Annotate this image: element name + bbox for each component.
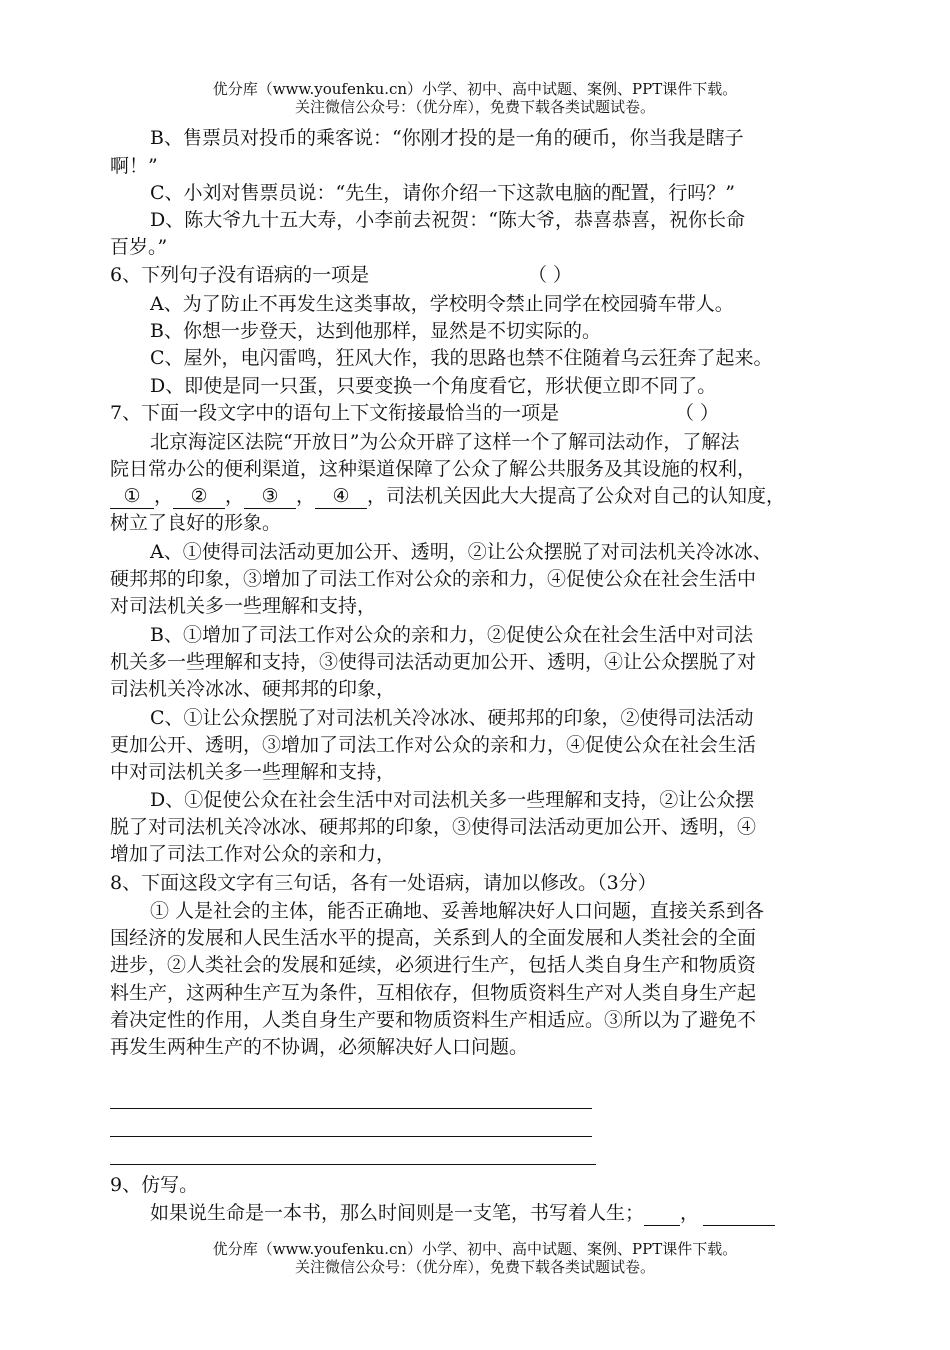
q7-option-c-line3: 中对司法机关多一些理解和支持，	[110, 761, 396, 783]
q8-passage-line4: 料生产，这两种生产互为条件，互相依存，但物质资料生产对人类自身生产起	[110, 982, 757, 1004]
q8-answer-line-2	[110, 1136, 592, 1137]
q7-passage-line3: ① ， ② ， ③ ， ④ ，司法机关因此大大提高了公众对自己的认知度，	[110, 484, 785, 509]
q7-option-b-line1: B、①增加了司法工作对公众的亲和力，②促使公众在社会生活中对司法	[150, 624, 753, 646]
q6-option-d: D、即使是同一只蛋，只要变换一个角度看它，形状便立即不同了。	[150, 375, 717, 397]
q5-option-b-line2: 啊！”	[110, 155, 158, 177]
q6-option-a: A、为了防止不再发生这类事故，学校明令禁止同学在校园骑车带人。	[150, 293, 734, 315]
q6-answer-paren: （ ）	[528, 264, 573, 286]
q6-option-c: C、屋外，电闪雷鸣，狂风大作，我的思路也禁不住随着乌云狂奔了起来。	[150, 347, 773, 369]
q7-blank-1: ①	[110, 484, 154, 509]
q7-blank-4: ④	[315, 484, 367, 509]
q5-option-b-line1: B、售票员对投币的乘客说：“你刚才投的是一角的硬币，你当我是瞎子	[150, 127, 744, 149]
q7-passage-line4: 树立了良好的形象。	[110, 512, 282, 534]
q9-prompt-text: 如果说生命是一本书，那么时间则是一支笔，书写着人生；	[150, 1202, 645, 1224]
page-header	[0, 80, 950, 116]
q8-passage-line5: 着决定性的作用，人类自身生产要和物质资料生产相适应。③所以为了避免不	[110, 1009, 757, 1031]
q7-answer-paren: （ ）	[675, 402, 720, 424]
q7-option-c-line2: 更加公开、透明，③增加了司法工作对公众的亲和力，④促使公众在社会生活	[110, 734, 757, 756]
page-footer	[0, 1240, 950, 1276]
q6-option-b: B、你想一步登天，达到他那样，显然是不切实际的。	[150, 320, 601, 342]
q8-stem: 8、下面这段文字有三句话，各有一处语病，请加以修改。（3分）	[110, 872, 657, 894]
q7-blank-2: ②	[173, 484, 225, 509]
q9-prompt: 如果说生命是一本书，那么时间则是一支笔，书写着人生； ，	[150, 1201, 775, 1226]
q9-blank-2	[703, 1201, 775, 1226]
q8-answer-line-1	[110, 1108, 592, 1109]
header-line-2: 关注微信公众号：（优分库），免费下载各类试题试卷。	[294, 98, 655, 116]
q7-option-d-line3: 增加了司法工作对公众的亲和力，	[110, 843, 396, 865]
q7-option-a-line2: 硬邦邦的印象，③增加了司法工作对公众的亲和力，④促使公众在社会生活中	[110, 568, 757, 590]
q7-option-b-line2: 机关多一些理解和支持，③使得司法活动更加公开、透明，④让公众摆脱了对	[110, 651, 757, 673]
q7-option-c-line1: C、①让公众摆脱了对司法机关冷冰冰、硬邦邦的印象，②使得司法活动	[150, 707, 754, 729]
q7-option-b-line3: 司法机关冷冰冰、硬邦邦的印象，	[110, 678, 396, 700]
q7-option-d-line2: 脱了对司法机关冷冰冰、硬邦邦的印象，③使得司法活动更加公开、透明，④	[110, 816, 757, 838]
q7-option-a-line1: A、①使得司法活动更加公开、透明，②让公众摆脱了对司法机关冷冰冰、	[150, 541, 772, 563]
q7-option-a-line3: 对司法机关多一些理解和支持，	[110, 595, 377, 617]
q7-passage-line1: 北京海淀区法院“开放日”为公众开辟了这样一个了解司法动作，了解法	[150, 431, 740, 453]
q8-passage-line6: 再发生两种生产的不协调，必须解决好人口问题。	[110, 1036, 529, 1058]
q8-answer-line-3	[110, 1164, 596, 1165]
q8-passage-line1: ① 人是社会的主体，能否正确地、妥善地解决好人口问题，直接关系到各	[150, 900, 765, 922]
q7-blank-3: ③	[244, 484, 296, 509]
footer-line-1: 优分库（www.youfenku.cn）小学、初中、高中试题、案例、PPT课件下载。	[212, 1240, 738, 1258]
q9-stem: 9、仿写。	[110, 1174, 199, 1196]
q6-stem: 6、下列句子没有语病的一项是	[110, 264, 370, 286]
q8-passage-line2: 国经济的发展和人民生活水平的提高，关系到人的全面发展和人类社会的全面	[110, 927, 757, 949]
header-line-1: 优分库（www.youfenku.cn）小学、初中、高中试题、案例、PPT课件下载。	[212, 80, 738, 98]
q5-option-d-line2: 百岁。”	[110, 236, 168, 258]
q9-blank-1	[644, 1201, 680, 1226]
footer-line-2: 关注微信公众号：（优分库），免费下载各类试题试卷。	[294, 1258, 655, 1276]
q5-option-d-line1: D、陈大爷九十五大寿，小李前去祝贺：“陈大爷，恭喜恭喜，祝你长命	[150, 209, 745, 231]
q7-passage-line3-tail: ，司法机关因此大大提高了公众对自己的认知度，	[367, 485, 786, 507]
q8-passage-line3: 进步，②人类社会的发展和延续，必须进行生产，包括人类自身生产和物质资	[110, 954, 757, 976]
q7-stem: 7、下面一段文字中的语句上下文衔接最恰当的一项是	[110, 402, 560, 424]
q7-option-d-line1: D、①促使公众在社会生活中对司法机关多一些理解和支持，②让公众摆	[150, 789, 755, 811]
q7-passage-line2: 院日常办公的便利渠道，这种渠道保障了公众了解公共服务及其设施的权利，	[110, 458, 757, 480]
q5-option-c: C、小刘对售票员说：“先生，请你介绍一下这款电脑的配置，行吗？”	[150, 182, 735, 204]
